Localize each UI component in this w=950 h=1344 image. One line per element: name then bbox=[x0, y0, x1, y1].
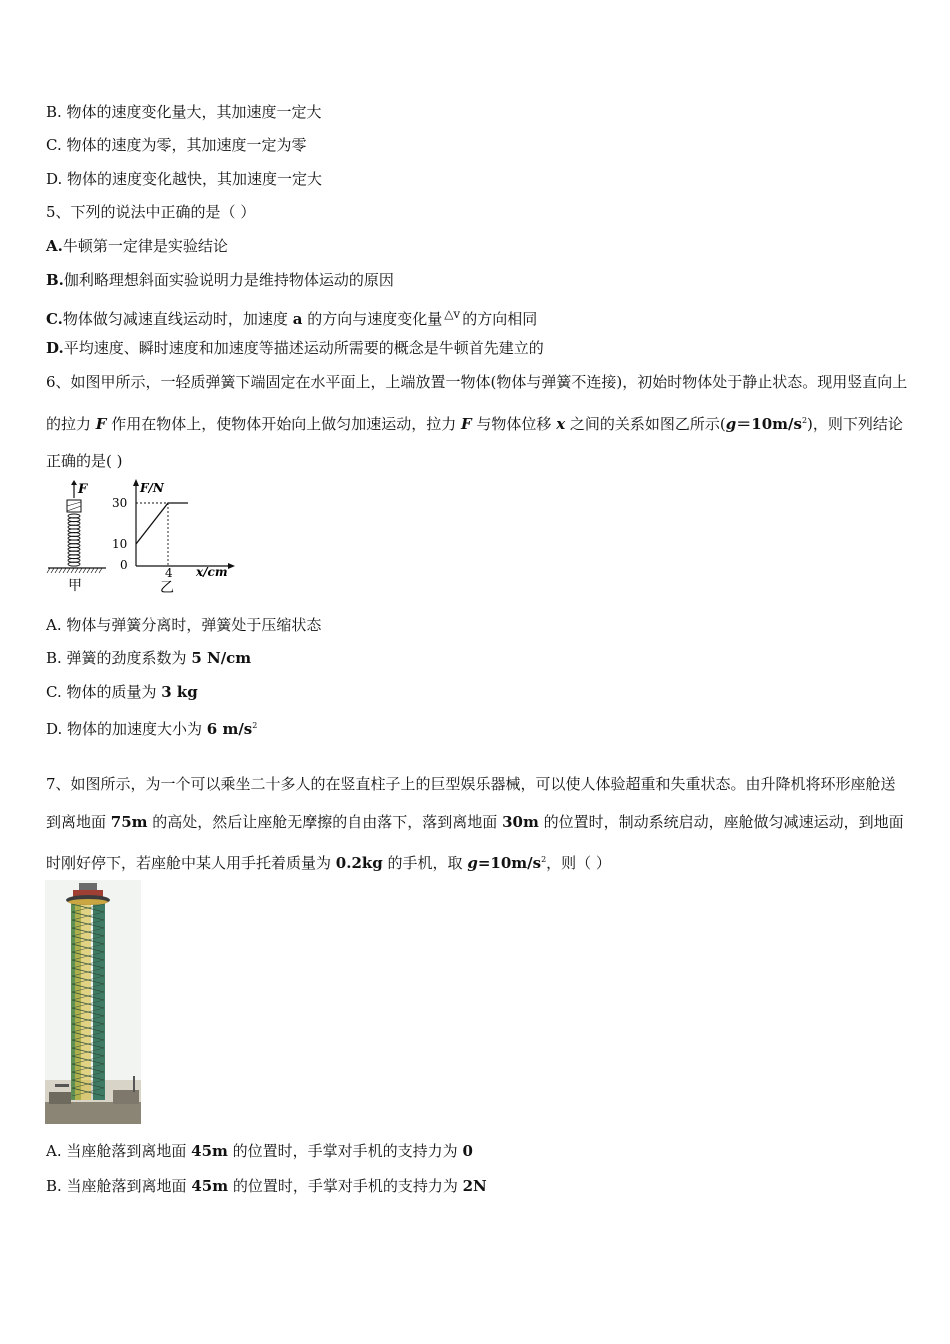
y-tick-10: 10 bbox=[112, 537, 128, 551]
q5-option-a: A.牛顿第一定律是实验结论 bbox=[46, 237, 228, 255]
hatch-line bbox=[99, 568, 102, 573]
y-tick-30: 30 bbox=[112, 496, 128, 510]
caption-yi: 乙 bbox=[160, 580, 174, 596]
hatch-line bbox=[63, 568, 66, 573]
y-axis-label: F/N bbox=[140, 481, 164, 495]
hatch-line bbox=[55, 568, 58, 573]
force-f-label: F bbox=[78, 482, 88, 497]
hatch-line bbox=[75, 568, 78, 573]
q6-option-c: C. 物体的质量为 3 kg bbox=[46, 683, 198, 701]
q6-option-d: D. 物体的加速度大小为 6 $m/s^2$ bbox=[46, 720, 258, 738]
hatch-line bbox=[95, 568, 98, 573]
delta-v-symbol: △v bbox=[444, 307, 461, 321]
q5-stem: 5、下列的说法中正确的是（ ） bbox=[46, 203, 256, 221]
hatch-line bbox=[91, 568, 94, 573]
origin-label: 0 bbox=[120, 558, 128, 572]
hatch-line bbox=[59, 568, 62, 573]
force-displacement-graph bbox=[112, 479, 235, 596]
hatch-line bbox=[83, 568, 86, 573]
spring-coils bbox=[68, 514, 80, 566]
q7-option-b: B. 当座舱落到离地面 45m 的位置时，手掌对手机的支持力为 2N bbox=[46, 1177, 487, 1195]
hatch-line bbox=[67, 568, 70, 573]
fx-series-line bbox=[136, 503, 188, 544]
drop-tower-photo bbox=[45, 880, 141, 1124]
q5-option-c: C.物体做匀减速直线运动时，加速度 a 的方向与速度变化量 △v 的方向相同 bbox=[46, 304, 537, 329]
hatch-line bbox=[87, 568, 90, 573]
x-tick-4: 4 bbox=[165, 566, 173, 580]
q4-option-b: B. 物体的速度变化量大，其加速度一定大 bbox=[46, 103, 322, 121]
q6-option-b: B. 弹簧的劲度系数为 5 N/cm bbox=[46, 649, 252, 667]
hatch-line bbox=[47, 568, 50, 573]
q4-option-c: C. 物体的速度为零，其加速度一定为零 bbox=[46, 136, 307, 154]
x-axis-label: x/cm bbox=[196, 565, 228, 579]
hatch-line bbox=[79, 568, 82, 573]
q7-option-a: A. 当座舱落到离地面 45m 的位置时，手掌对手机的支持力为 0 bbox=[46, 1142, 473, 1160]
q4-option-d: D. 物体的速度变化越快，其加速度一定大 bbox=[46, 170, 323, 188]
hatch-line bbox=[71, 568, 74, 573]
q6-stem: 6、如图甲所示，一轻质弹簧下端固定在水平面上，上端放置一物体(物体与弹簧不连接)，初始时物体处于静止状态。现用竖直向上的拉力 F 作用在物体上，使物体开始向上做匀加速运动，拉力 F 与物体位移 x 之间的关系如图乙所示$(g=10m/s^2)$，则下列结论正确的是( ) bbox=[46, 373, 908, 470]
q6-option-a: A. 物体与弹簧分离时，弹簧处于压缩状态 bbox=[46, 616, 322, 634]
spring-setup-diagram bbox=[47, 480, 106, 594]
q5-option-b: B.伽利略理想斜面实验说明力是维持物体运动的原因 bbox=[46, 271, 394, 289]
hatch-line bbox=[51, 568, 54, 573]
ground-hatching bbox=[47, 568, 102, 573]
q7-stem: 7、如图所示，为一个可以乘坐二十多人的在竖直柱子上的巨型娱乐器械，可以使人体验超重和失重状态。由升降机将环形座舱送到离地面 75m 的高处，然后让座舱无摩擦的自由落下，落到离地面 30m 的位置时，制动系统启动，座舱做匀减速运动，到地面时刚好停下，若座舱中某人用手托着质量为 0.2kg 的手机，取 $g=10m/s^2$，则（ ） bbox=[46, 775, 904, 872]
q5-option-d: D.平均速度、瞬时速度和加速度等描述运动所需要的概念是牛顿首先建立的 bbox=[46, 339, 544, 357]
caption-jia: 甲 bbox=[68, 578, 82, 594]
q6-figure bbox=[40, 476, 250, 598]
